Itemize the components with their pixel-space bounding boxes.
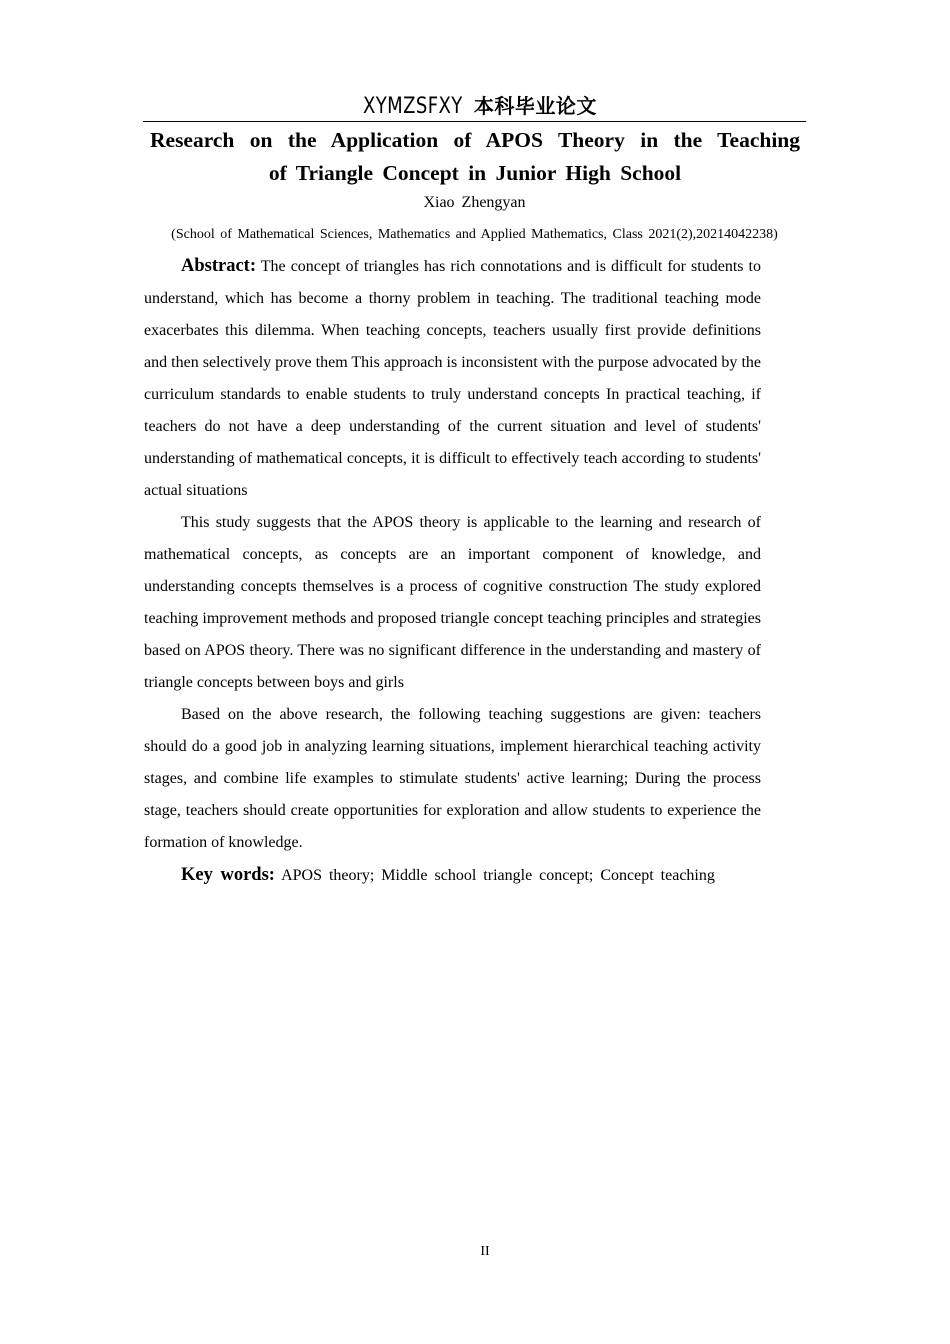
- header-subtitle: 本科毕业论文: [473, 94, 597, 118]
- abstract-paragraph-1-text: The concept of triangles has rich connotations and is difficult for students to understand, which has become a thorny problem in teaching. The traditional teaching mode exacerbates this dilemma. When teaching concepts, teachers usually first provide definitions and then selectively prove them This approach is inconsistent with the purpose advocated by the curriculum standards to enable students to truly understand concepts In practical teaching, if teachers do not have a deep understanding of the current situation and level of students' understanding of mathematical concepts, it is difficult to effectively teach according to students' actual situations: [144, 258, 761, 499]
- page-header: [143, 92, 806, 120]
- page-number: II: [480, 1244, 490, 1259]
- paper-title-line-2: of Triangle Concept in Junior High School: [268, 161, 682, 185]
- keywords-text: APOS theory; Middle school triangle concept; Concept teaching: [281, 867, 715, 884]
- keywords-line: [144, 859, 761, 892]
- keywords-label: Key words:: [181, 865, 275, 885]
- paper-title: [150, 124, 800, 190]
- author-name: Xiao Zhengyan: [423, 194, 526, 211]
- abstract-paragraph-1: [144, 250, 761, 507]
- abstract-label: Abstract:: [181, 256, 257, 276]
- header-rule: [143, 121, 806, 122]
- abstract-paragraph-2: This study suggests that the APOS theory is applicable to the learning and research of mathematical concepts, as concepts are an important component of knowledge, and understanding concepts themselves is a process of cognitive construction The study explored teaching improvement methods and proposed triangle concept teaching principles and strategies based on APOS theory. There was no significant difference in the understanding and mastery of triangle concepts between boys and girls: [144, 514, 761, 691]
- abstract-paragraph-3: Based on the above research, the following teaching suggestions are given: teachers should do a good job in analyzing learning situations, implement hierarchical teaching activity stages, and combine life examples to stimulate students' active learning; During the process stage, teachers should create opportunities for exploration and allow students to experience the formation of knowledge.: [144, 706, 761, 851]
- paper-title-line-1: Research on the Application of APOS Theory in the Teaching: [150, 128, 800, 152]
- header-code: XYMZSFXY: [363, 94, 463, 119]
- author-affiliation: (School of Mathematical Sciences, Mathematics and Applied Mathematics, Class 2021(2),20214042238): [171, 227, 778, 242]
- abstract-section: [144, 250, 761, 892]
